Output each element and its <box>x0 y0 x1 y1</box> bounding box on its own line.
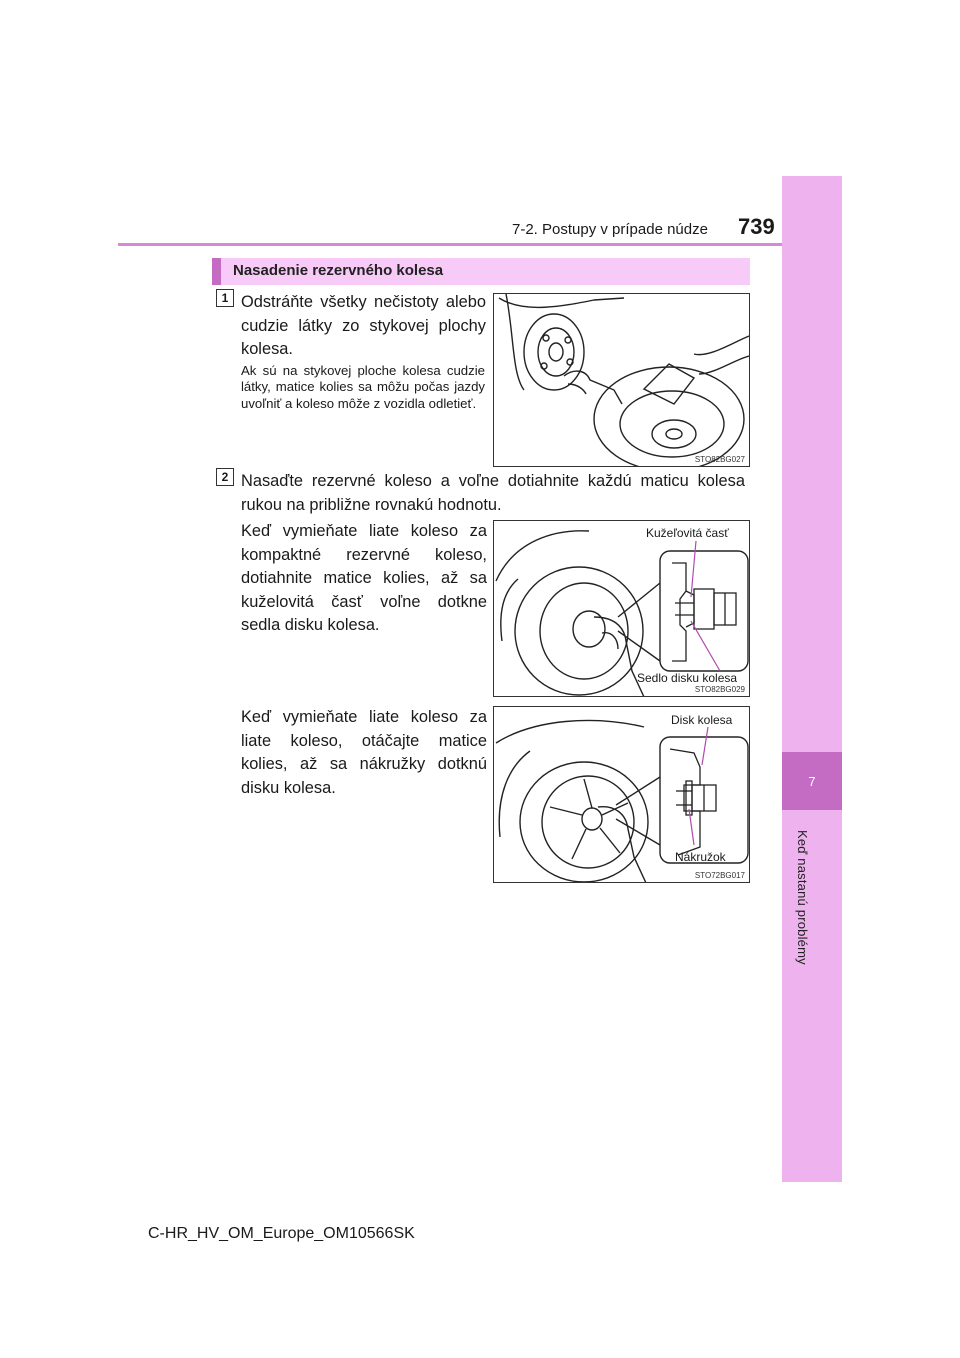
chapter-title: Keď nastanú problémy <box>795 830 810 965</box>
chapter-number-tab: 7 <box>782 752 842 810</box>
figure-clean-hub <box>493 293 750 467</box>
page-number: 739 <box>738 214 775 239</box>
step-1-note: Ak sú na stykovej ploche kolesa cudzie látky, matice kolies sa môžu počas jazdy uvoľniť a koleso môže z vozidla odletieť. <box>241 363 485 411</box>
subheading-text: Nasadenie rezervného kolesa <box>233 262 444 279</box>
section-title: 7-2. Postupy v prípade núdze <box>512 221 708 238</box>
subheading-bar <box>212 258 750 285</box>
step-2-alloy-text: Keď vymieňate liate koleso za liate koleso, otáčajte matice kolies, až sa nákružky dotknú disku kolesa. <box>241 708 487 797</box>
callout-wheel-seat: Sedlo disku kolesa <box>637 671 738 685</box>
figure-code-1: STO82BG027 <box>694 455 745 464</box>
step-1-text: Odstráňte všetky nečistoty alebo cudzie látky zo stykovej plochy kolesa. <box>241 293 486 358</box>
document-footer-code: C-HR_HV_OM_Europe_OM10566SK <box>148 1225 415 1242</box>
callout-conical-part: Kužeľovitá časť <box>646 526 729 540</box>
step-2-text: Nasaďte rezervné koleso a voľne dotiahnite každú maticu kolesa rukou na približne rovnakú hodnotu. <box>241 472 745 514</box>
figure-code-2: STO82BG029 <box>694 685 745 694</box>
step-2-compact-spare-text: Keď vymieňate liate koleso za kompaktné rezervné koleso, dotiahnite matice kolies, až sa kuželovitá časť voľne dotkne sedla disku kolesa. <box>241 522 487 634</box>
callout-washer: Nákružok <box>675 850 726 864</box>
figure-washer-contact <box>493 706 750 883</box>
chapter-side-tab <box>782 176 842 1182</box>
step-number-1: 1 <box>216 289 234 307</box>
step-number-2: 2 <box>216 468 234 486</box>
header-divider <box>118 243 782 246</box>
figure-clean-hub-illustration <box>494 294 750 467</box>
callout-wheel-disc: Disk kolesa <box>671 713 733 727</box>
figure-conical-seat <box>493 520 750 697</box>
figure-code-3: STO72BG017 <box>694 871 745 880</box>
